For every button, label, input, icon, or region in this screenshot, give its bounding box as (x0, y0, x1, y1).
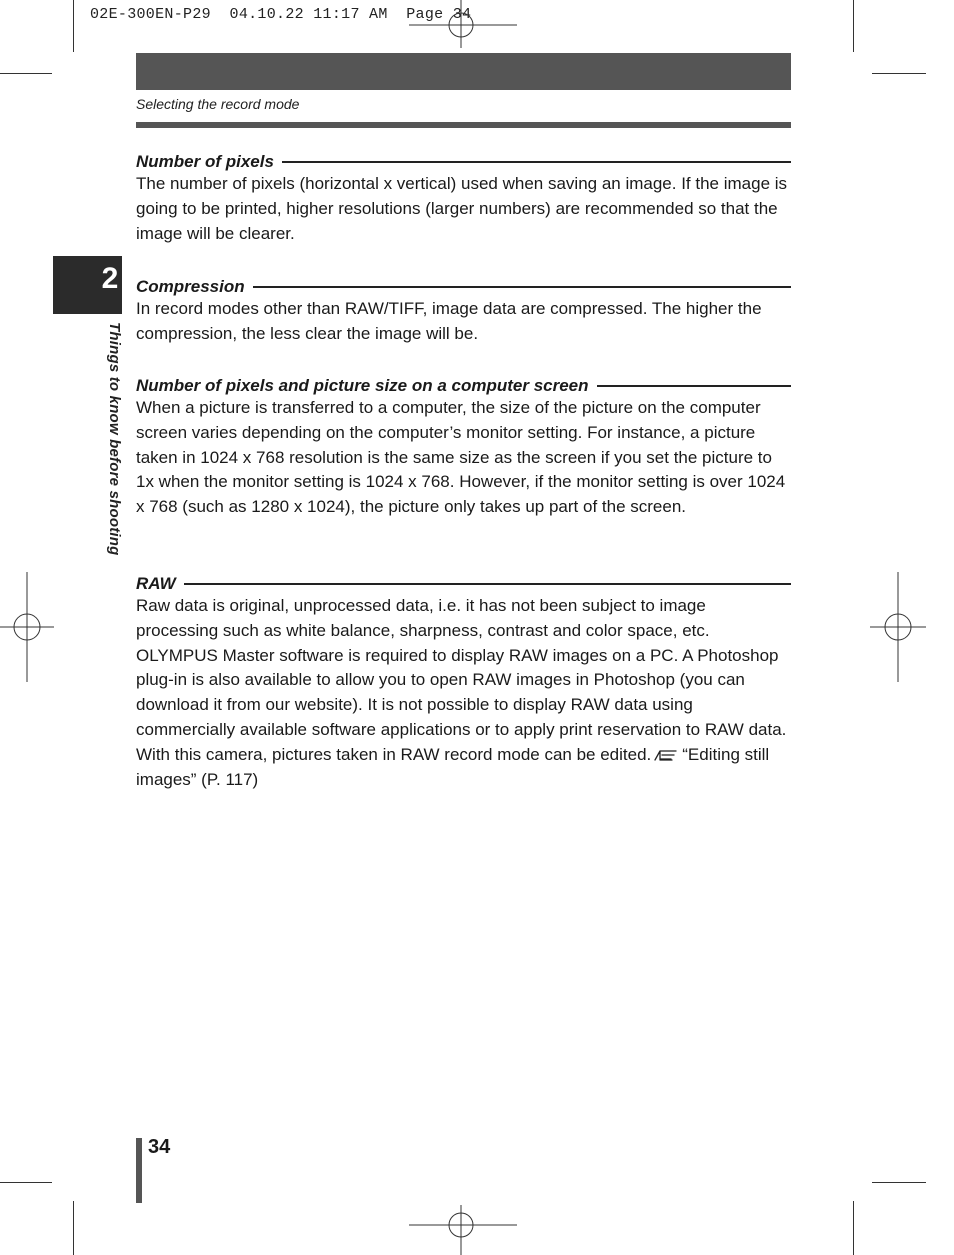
pointing-hand-icon (654, 748, 678, 762)
chapter-number: 2 (101, 262, 119, 295)
section-title: RAW (136, 574, 176, 593)
header-bar (136, 53, 791, 90)
raw-body-text: Raw data is original, unprocessed data, i.e. it has not been subject to image processing such as white balance, sharpness, contrast and color space, etc. OLYMPUS Master software is required to display RAW images on a PC. A Photoshop plug-in is also available to allow you to open RAW images in Photoshop (you can download it from our website). It is not possible to display RAW data using commercially available software applications or to apply print reservation to RAW data. With this camera, pictures taken in RAW record mode can be edited. (136, 596, 787, 764)
section-rule (253, 286, 791, 288)
section-body: In record modes other than RAW/TIFF, image data are compressed. The higher the compression, the less clear the image will be. (136, 299, 762, 343)
registration-mark-left (0, 572, 54, 682)
section-number-of-pixels (136, 152, 791, 246)
cross-reference-link[interactable]: “Editing still images” (P. 117) (136, 744, 770, 789)
section-rule (282, 161, 791, 163)
registration-mark-top (407, 0, 519, 48)
page-number-bar (136, 1138, 142, 1203)
header-subtitle: Selecting the record mode (136, 96, 300, 112)
section-heading (136, 574, 791, 594)
print-slug: 02E-300EN-P29 04.10.22 11:17 AM Page 34 (90, 6, 472, 23)
section-heading (136, 152, 791, 172)
page-number: 34 (148, 1136, 171, 1158)
section-heading (136, 376, 791, 396)
section-heading (136, 277, 791, 297)
section-compression (136, 277, 791, 347)
section-rule (184, 583, 791, 585)
section-body (136, 594, 791, 792)
header-rule (136, 122, 791, 128)
section-title: Number of pixels and picture size on a computer screen (136, 376, 589, 395)
section-title: Compression (136, 277, 245, 296)
section-body: When a picture is transferred to a computer, the size of the picture on the computer screen varies depending on the computer’s monitor setting. For instance, a picture taken in 1024 x 768 resolution is the same size as the screen if you set the picture to 1x when the monitor setting is 1024 x 768. However, if the monitor setting is over 1024 x 768 (such as 1280 x 1024), the picture only takes up part of the screen. (136, 398, 786, 517)
chapter-side-label: Things to know before shooting (106, 322, 123, 556)
section-body: The number of pixels (horizontal x vertical) used when saving an image. If the image is going to be printed, higher resolutions (larger numbers) are recommended so that the image will be clearer. (136, 174, 788, 243)
section-raw (136, 574, 791, 792)
section-pixels-and-screen-size (136, 376, 791, 520)
section-title: Number of pixels (136, 152, 274, 171)
registration-mark-right (870, 572, 926, 682)
section-rule (597, 385, 791, 387)
registration-mark-bottom (407, 1205, 519, 1255)
